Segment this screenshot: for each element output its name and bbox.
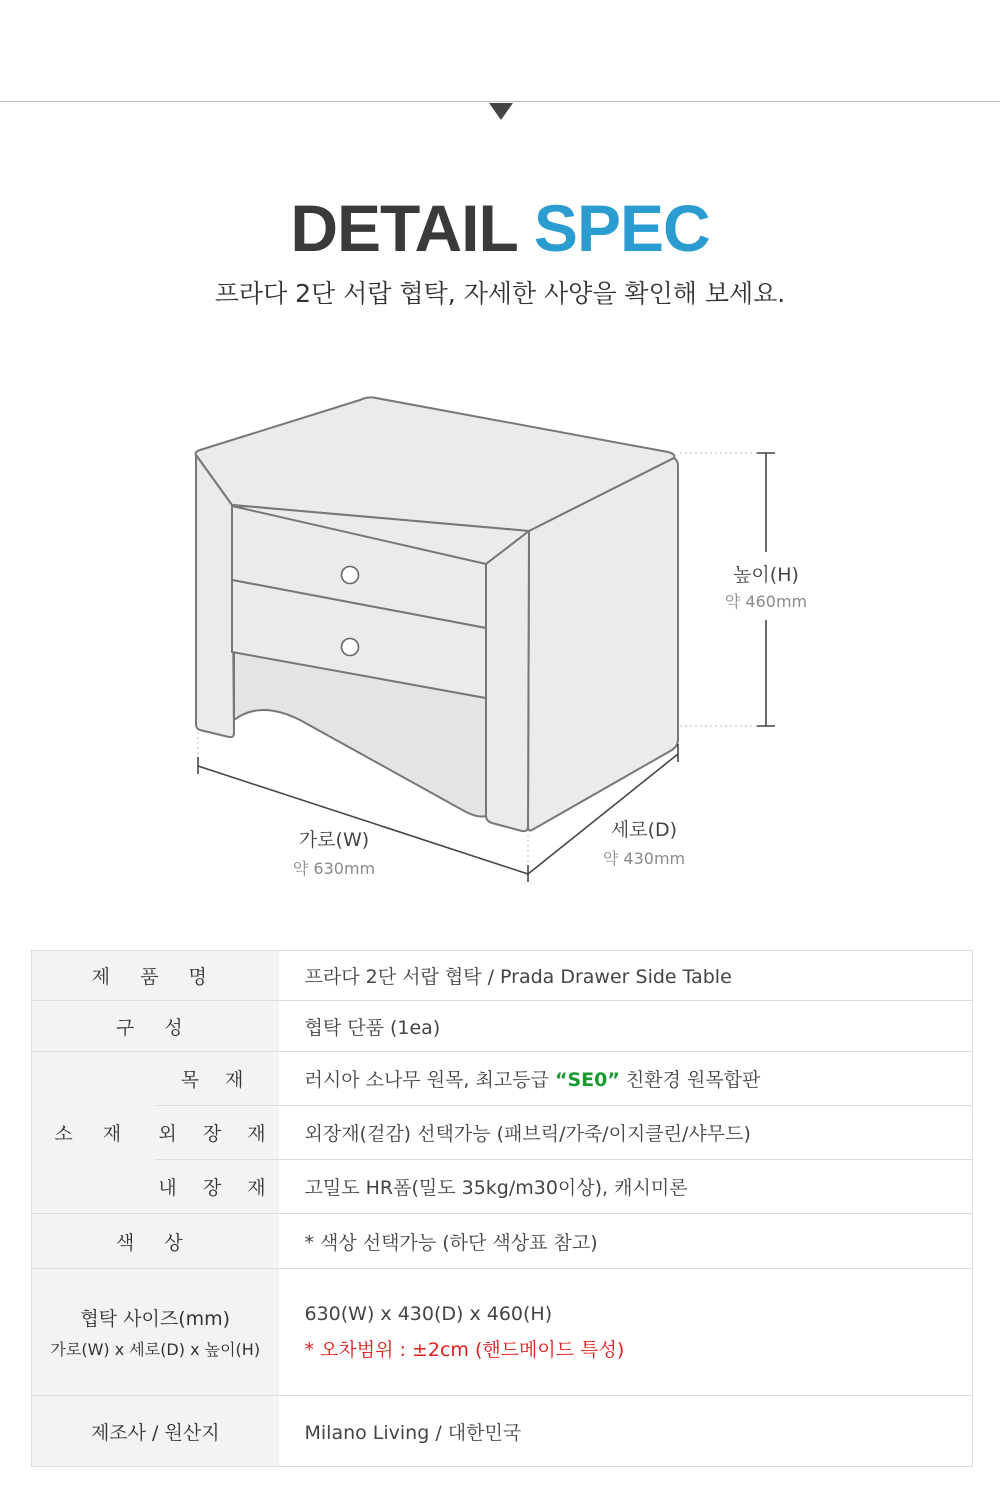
color-head: 색 상 xyxy=(32,1214,279,1269)
size-value-cell xyxy=(279,1269,973,1396)
table-row xyxy=(32,1214,973,1269)
table-front-leg xyxy=(486,531,529,831)
width-label: 가로(W) xyxy=(298,829,370,851)
spec-table xyxy=(31,950,973,1467)
maker-head: 제조사 / 원산지 xyxy=(32,1396,279,1467)
title-main: DETAIL xyxy=(290,191,517,265)
size-note: * 오차범위 : ±2cm (핸드메이드 특성) xyxy=(304,1338,625,1361)
table-row xyxy=(32,951,973,1001)
grade-badge: “SE0” xyxy=(554,1069,620,1091)
table-row xyxy=(32,1396,973,1467)
table-row xyxy=(32,1160,973,1214)
interior-head: 내 장 재 xyxy=(156,1160,279,1214)
size-head: 협탁 사이즈(mm) 가로(W) x 세로(D) x 높이(H) xyxy=(32,1269,279,1396)
table-row xyxy=(32,1106,973,1160)
exterior-head: 외 장 재 xyxy=(156,1106,279,1160)
down-arrow-icon xyxy=(489,103,513,120)
composition-value: 협탁 단품 (1ea) xyxy=(279,1001,973,1052)
height-value: 약 460mm xyxy=(724,592,808,611)
top-divider xyxy=(0,101,1000,102)
width-value: 약 630mm xyxy=(292,859,376,878)
page-subtitle: 프라다 2단 서랍 협탁, 자세한 사양을 확인해 보세요. xyxy=(214,279,786,308)
title-accent: SPEC xyxy=(533,191,710,265)
wood-value: 러시아 소나무 원목, 최고등급 “SE0” 친환경 원목합판 xyxy=(279,1052,973,1106)
height-label: 높이(H) xyxy=(733,564,799,586)
page-title xyxy=(0,190,1000,266)
furniture-dimension-diagram xyxy=(0,380,1000,900)
interior-value: 고밀도 HR폼(밀도 35kg/m30이상), 캐시미론 xyxy=(279,1160,973,1214)
composition-head: 구 성 xyxy=(32,1001,279,1052)
wood-head: 목 재 xyxy=(156,1052,279,1106)
name-value: 프라다 2단 서랍 협탁 / Prada Drawer Side Table xyxy=(279,951,973,1001)
maker-value: Milano Living / 대한민국 xyxy=(279,1396,973,1467)
depth-label: 세로(D) xyxy=(610,819,678,841)
size-value: 630(W) x 430(D) x 460(H) xyxy=(304,1302,553,1325)
depth-value: 약 430mm xyxy=(602,849,686,868)
exterior-value: 외장재(겉감) 선택가능 (패브릭/가죽/이지클린/샤무드) xyxy=(279,1106,973,1160)
table-row xyxy=(32,1052,973,1106)
drawer-top-knob-icon xyxy=(342,567,359,584)
table-row xyxy=(32,1269,973,1396)
name-head: 제 품 명 xyxy=(32,951,279,1001)
color-value: * 색상 선택가능 (하단 색상표 참고) xyxy=(279,1214,973,1269)
material-head: 소 재 xyxy=(32,1052,156,1214)
size-head-sub: 가로(W) x 세로(D) x 높이(H) xyxy=(50,1340,261,1359)
table-row xyxy=(32,1001,973,1052)
drawer-bottom-knob-icon xyxy=(342,639,359,656)
